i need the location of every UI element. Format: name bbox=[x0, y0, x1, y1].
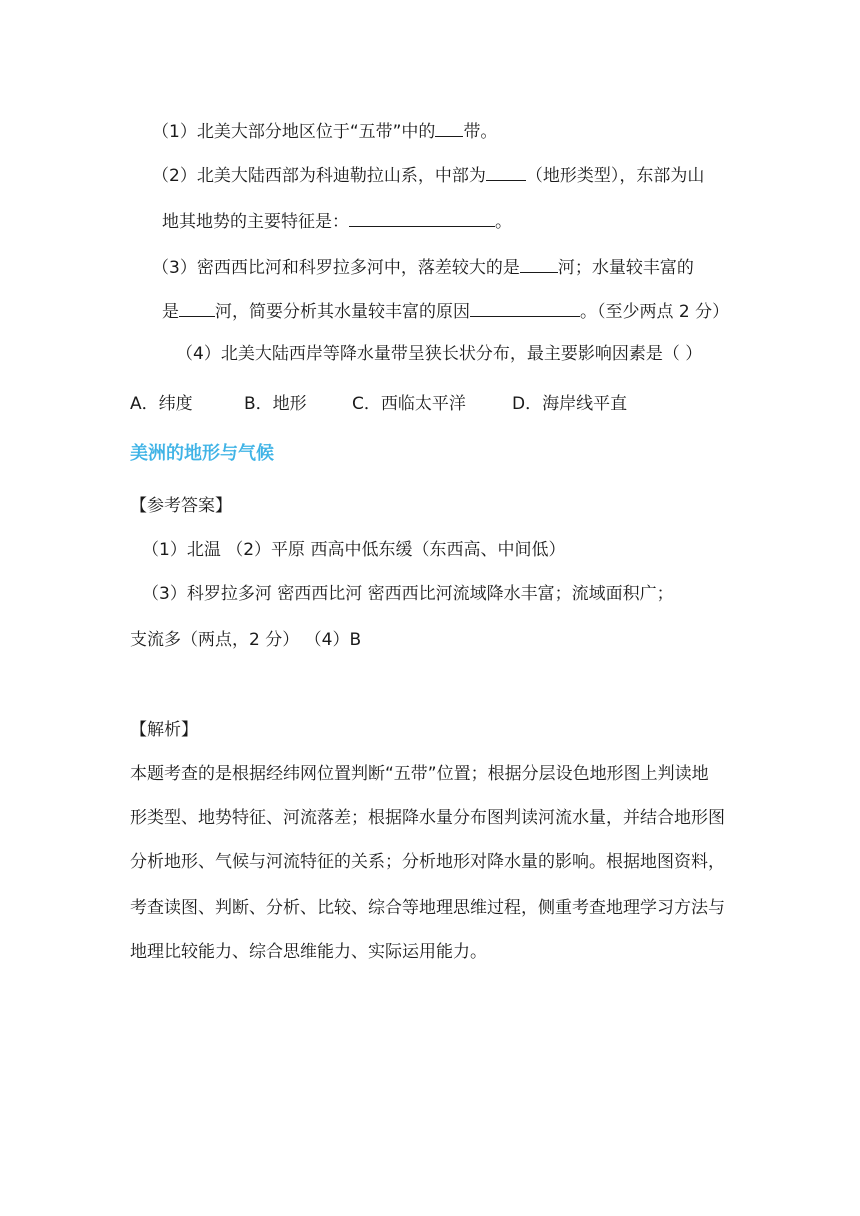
analysis-label: 【解析】 bbox=[130, 720, 198, 740]
question-2-line-1 bbox=[152, 162, 704, 188]
question-1 bbox=[152, 118, 497, 144]
analysis-line-1: 本题考查的是根据经纬网位置判断“五带”位置；根据分层设色地形图上判读地 bbox=[130, 764, 709, 784]
option-a: A．纬度 bbox=[130, 394, 193, 414]
option-d: D．海岸线平直 bbox=[512, 394, 628, 414]
q3-blank-1 bbox=[520, 254, 558, 273]
analysis-line-4: 考查读图、判断、分析、比较、综合等地理思维过程，侧重考查地理学习方法与 bbox=[130, 898, 725, 918]
q2-blank-2 bbox=[349, 208, 495, 227]
q2-text-d: 。 bbox=[495, 212, 512, 232]
q3-text-c: 是 bbox=[162, 302, 179, 322]
analysis-line-3: 分析地形、气候与河流特征的关系；分析地形对降水量的影响。根据地图资料， bbox=[130, 852, 725, 872]
q3-blank-2 bbox=[179, 298, 215, 317]
answer-label: 【参考答案】 bbox=[130, 496, 232, 516]
q2-text-a: （2）北美大陆西部为科迪勒拉山系，中部为 bbox=[152, 166, 486, 186]
q1-suffix: 带。 bbox=[463, 122, 498, 142]
question-3-line-1 bbox=[152, 254, 694, 280]
analysis-line-2: 形类型、地势特征、河流落差；根据降水量分布图判读河流水量，并结合地形图 bbox=[130, 808, 725, 828]
question-2-line-2 bbox=[162, 208, 512, 234]
option-c: C．西临太平洋 bbox=[352, 394, 466, 414]
answer-line-1: （1）北温 （2）平原 西高中低东缓（东西高、中间低） bbox=[142, 540, 566, 560]
question-4: （4）北美大陆西岸等降水量带呈狭长状分布，最主要影响因素是（ ） bbox=[176, 344, 703, 364]
q2-text-b: （地形类型），东部为山 bbox=[525, 166, 705, 186]
q2-text-c: 地其地势的主要特征是： bbox=[162, 212, 349, 232]
question-3-line-2 bbox=[162, 298, 729, 324]
answer-line-2: （3）科罗拉多河 密西西比河 密西西比河流域降水丰富；流域面积广； bbox=[142, 584, 674, 604]
topic-title: 美洲的地形与气候 bbox=[130, 443, 274, 464]
q3-text-e: 。（至少两点 2 分） bbox=[580, 302, 730, 322]
q1-prefix: （1）北美大部分地区位于“五带”中的 bbox=[152, 122, 436, 142]
q3-text-a: （3）密西西比河和科罗拉多河中，落差较大的是 bbox=[152, 258, 520, 278]
analysis-line-5: 地理比较能力、综合思维能力、实际运用能力。 bbox=[130, 942, 487, 962]
answer-line-3: 支流多（两点，2 分） （4）B bbox=[130, 630, 362, 650]
q3-text-d: 河，简要分析其水量较丰富的原因 bbox=[215, 302, 470, 322]
option-b: B．地形 bbox=[244, 394, 307, 414]
q1-blank bbox=[435, 118, 463, 137]
q3-blank-3 bbox=[470, 298, 580, 317]
q2-blank-1 bbox=[486, 162, 526, 181]
q3-text-b: 河；水量较丰富的 bbox=[557, 258, 694, 278]
